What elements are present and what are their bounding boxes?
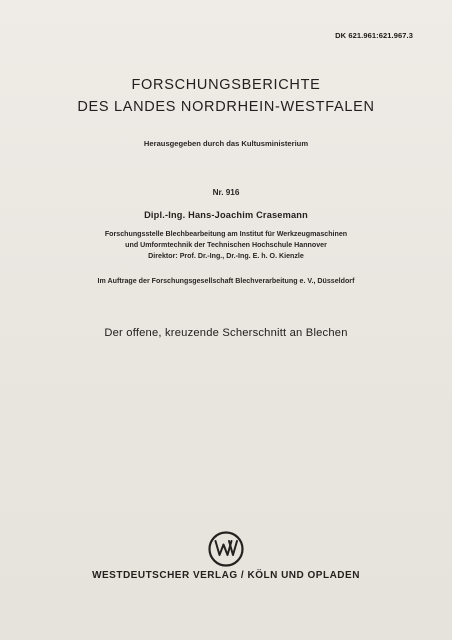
institution-line-3: Direktor: Prof. Dr.-Ing., Dr.-Ing. E. h. O. Kienzle <box>148 252 304 260</box>
report-number: Nr. 916 <box>212 188 240 197</box>
institution-line-2: und Umformtechnik der Technischen Hochschule Hannover <box>125 241 327 249</box>
commission-line: Im Auftrage der Forschungsgesellschaft Blechverarbeitung e. V., Düsseldorf <box>97 277 355 285</box>
series-title-line-2: DES LANDES NORDRHEIN-WESTFALEN <box>77 99 375 115</box>
report-title: Der offene, kreuzende Scherschnitt an Blechen <box>104 327 348 339</box>
editor-line: Herausgegeben durch das Kultusministerium <box>143 139 309 148</box>
wv-publisher-logo-icon <box>207 530 245 568</box>
classification-code: DK 621.961:621.967.3 <box>335 31 413 40</box>
institution-line-1: Forschungsstelle Blechbearbeitung am Institut für Werkzeugmaschinen <box>104 230 348 238</box>
series-title-line-1: FORSCHUNGSBERICHTE <box>131 77 321 93</box>
publisher-line: WESTDEUTSCHER VERLAG / KÖLN UND OPLADEN <box>92 570 360 581</box>
author-name: Dipl.-Ing. Hans-Joachim Crasemann <box>144 210 308 220</box>
